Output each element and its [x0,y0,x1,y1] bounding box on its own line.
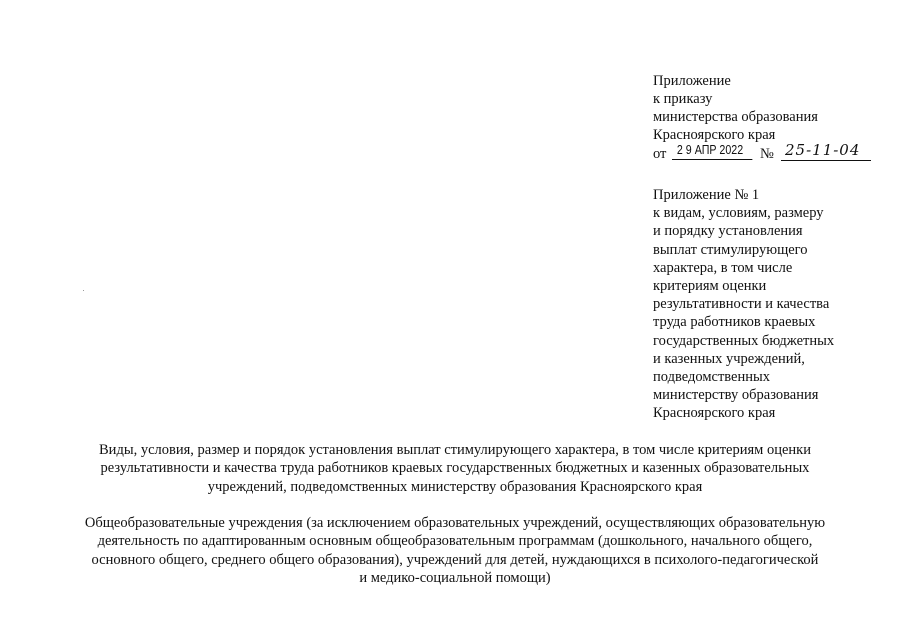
document-subtitle [30,514,880,587]
title-line: учреждений, подведомственных министерству образования Красноярского края [207,478,703,495]
order-number-sign: № [760,146,774,162]
appendix-line: труда работников краевых [653,314,816,331]
appendix-line: характера, в том числе [653,259,793,276]
appendix-line: Красноярского края [653,405,776,422]
attachment-line: Красноярского края [653,127,776,143]
appendix-line: подведомственных [653,369,770,386]
order-prefix: от [653,146,667,162]
attachment-line: Приложение [653,73,731,89]
order-attachment-header [653,72,893,164]
order-date-stamp: 2 9 АПР 2022 [672,141,752,160]
subtitle-line: Общеобразовательные учреждения (за исключением образовательных учреждений, осуществляющих образовательную [84,515,826,531]
subtitle-line: основного общего, среднего общего образования), учреждений для детей, нуждающихся в психолого-педагогической [91,551,819,568]
appendix-line: к видам, условиям, размеру [653,205,824,222]
appendix-line: Приложение № 1 [653,187,760,203]
appendix-line: государственных бюджетных [653,332,835,349]
document-title [30,441,880,496]
appendix-line: и порядку установления [653,223,803,240]
appendix-line: результативности и качества [653,296,830,313]
attachment-line: к приказу [653,91,713,107]
order-date-number-row [653,141,893,164]
title-line: результативности и качества труда работников краевых государственных бюджетных и казенных образовательных [100,460,810,477]
subtitle-line: деятельность по адаптированным основным общеобразовательным программам (дошкольного, начального общего, [97,533,813,550]
title-line: Виды, условия, размер и порядок установления выплат стимулирующего характера, в том числе критериям оценки [99,442,811,458]
appendix-line: критериям оценки [653,278,767,295]
appendix-line: выплат стимулирующего [653,241,808,258]
attachment-line: министерства образования [653,109,818,125]
appendix-line: министерству образования [653,387,819,404]
subtitle-line: и медико-социальной помощи) [359,569,551,586]
appendix-header [653,186,893,423]
scan-speck [83,290,84,291]
appendix-line: и казенных учреждений, [653,350,805,367]
order-number-handwritten: 25-11-04 [781,140,871,161]
